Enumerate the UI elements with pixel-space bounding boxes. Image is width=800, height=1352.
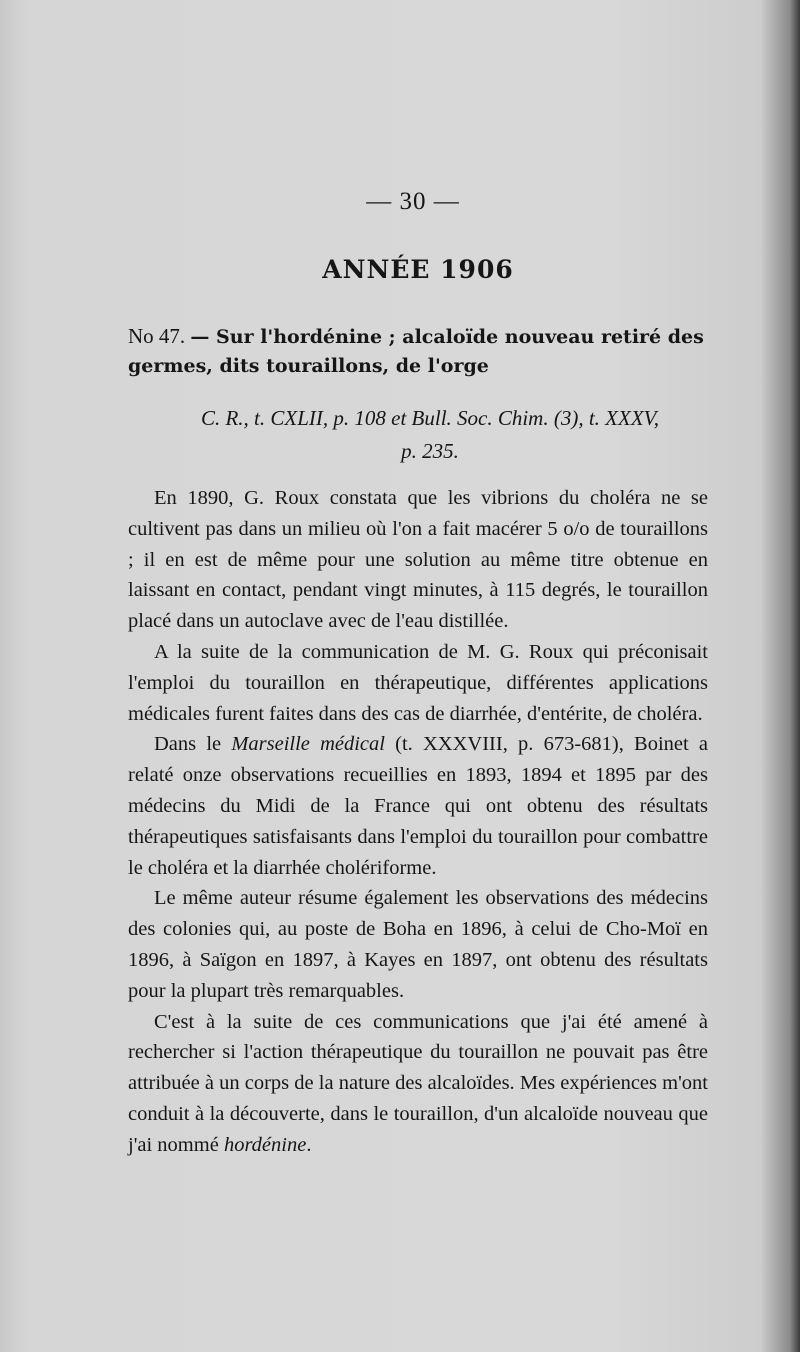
- paragraph-2: A la suite de la communication de M. G. Roux qui préconisait l'emploi du touraillon en thérapeutique, différentes applications médicales furent faites dans des cas de diarrhée, d'entérite, de choléra.: [128, 640, 708, 725]
- journal-title: Marseille médical: [231, 733, 385, 756]
- entry-number: No 47.: [128, 324, 186, 348]
- body-text: [128, 483, 708, 1161]
- alkaloid-name: hordénine: [223, 1133, 307, 1156]
- bibliographic-reference: [140, 402, 720, 468]
- entry-title: — Sur l'hordénine ; alcaloïde nouveau retiré des germes, dits touraillons, de l'orge: [128, 326, 704, 377]
- paragraph-5-end: .: [306, 1133, 312, 1156]
- reference-line-1: C. R., t. CXLII, p. 108 et Bull. Soc. Chim. (3), t. XXXV,: [200, 406, 660, 430]
- paragraph-3-rest: (t. XXXVIII, p. 673-681), Boinet a relaté onze observations recueillies en 1893, 1894 et 1895 par des médecins du Midi de la France qui ont obtenu des résultats thérapeutiques satisfaisants dans l'emploi du touraillon pour combattre le choléra et la diarrhée cholériforme.: [128, 733, 708, 879]
- paragraph-3: [128, 729, 708, 883]
- paragraph-3-start: Dans le: [154, 733, 232, 756]
- paragraph-5-start: C'est à la suite de ces communications que j'ai été amené à rechercher si l'action thérapeutique du touraillon ne pouvait pas être attribuée à un corps de la nature des alcaloïdes. Mes expériences m'ont conduit à la découverte, dans le touraillon, d'un alcaloïde nouveau que j'ai nommé: [128, 1010, 708, 1156]
- paragraph-4: Le même auteur résume également les observations des médecins des colonies qui, au poste de Boha en 1896, à celui de Cho-Moï en 1896, à Saïgon en 1897, à Kayes en 1897, ont obtenu des résultats pour la plupart très remarquables.: [128, 887, 708, 1002]
- paragraph-1: En 1890, G. Roux constata que les vibrions du choléra ne se cultivent pas dans un milieu où l'on a fait macérer 5 o/o de touraillons ; il en est de même pour une solution au même titre obtenue en laissant en contact, pendant vingt minutes, à 115 degrés, le touraillon placé dans un autoclave avec de l'eau distillée.: [128, 487, 708, 633]
- entry-heading: [128, 322, 718, 380]
- page-number: — 30 —: [366, 188, 460, 215]
- year-heading: ANNÉE 1906: [322, 255, 514, 284]
- paragraph-5: [128, 1007, 708, 1161]
- reference-line-2: p. 235.: [401, 439, 459, 463]
